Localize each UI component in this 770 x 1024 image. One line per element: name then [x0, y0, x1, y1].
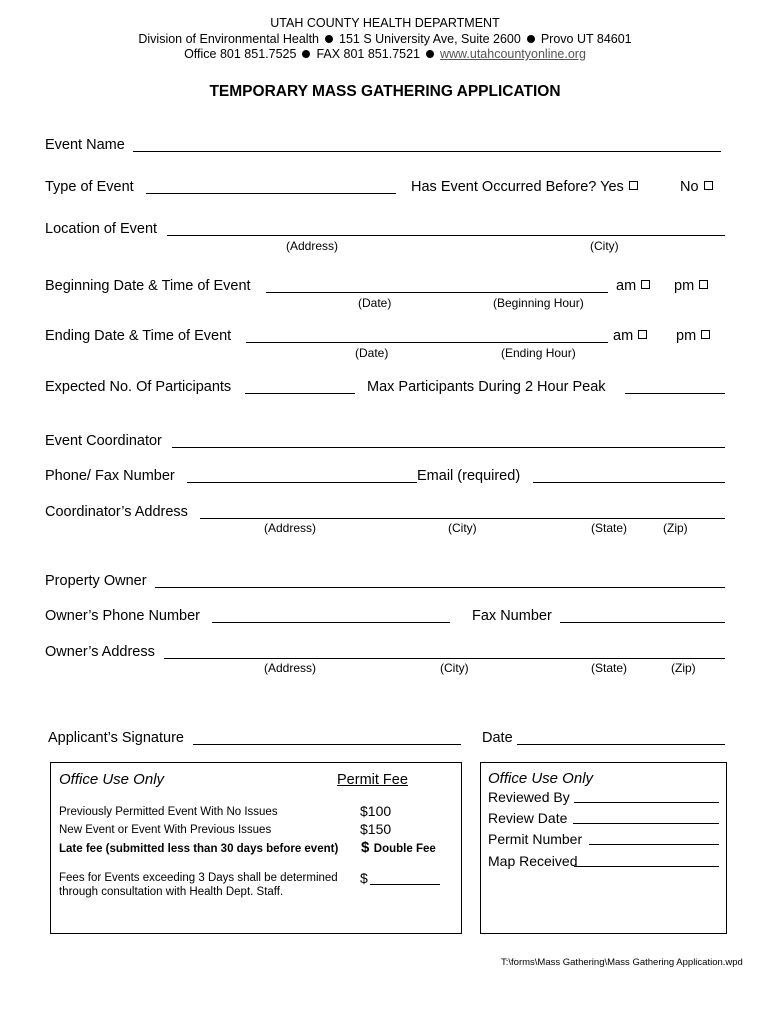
beginning-date-sub: (Date) [358, 296, 392, 310]
fee-row-2-value: $150 [360, 821, 392, 837]
email-label: Email (required) [417, 468, 521, 484]
location-city-sub: (City) [590, 239, 619, 253]
no-label: No [680, 179, 699, 195]
email-field[interactable] [533, 482, 725, 483]
signature-field[interactable] [193, 744, 461, 745]
form-title: TEMPORARY MASS GATHERING APPLICATION [209, 83, 561, 100]
review-date-field[interactable] [573, 823, 719, 824]
no-checkbox[interactable] [704, 181, 713, 190]
reviewed-by-label: Reviewed By [488, 789, 570, 805]
expected-participants-field[interactable] [245, 393, 355, 394]
owner-address-field[interactable] [164, 658, 725, 659]
coord-city-sub: (City) [448, 521, 477, 535]
footer-file-path: T:\forms\Mass Gathering\Mass Gathering Application.wpd [501, 957, 743, 968]
owner-phone-label: Owner’s Phone Number [45, 608, 201, 624]
fee-note-line-2: through consultation with Health Dept. Staff. [59, 886, 284, 898]
office-use-review-panel [480, 762, 727, 934]
coordinator-address-label: Coordinator’s Address [45, 504, 188, 520]
fee-note-line-1: Fees for Events exceeding 3 Days shall be determined [59, 872, 338, 884]
street-address: 151 S University Ave, Suite 2600 [339, 32, 521, 46]
beginning-label: Beginning Date & Time of Event [45, 278, 251, 294]
ending-am-option [613, 328, 647, 344]
bullet-icon [302, 50, 310, 58]
coord-state-sub: (State) [591, 521, 628, 535]
owner-state-sub: (State) [591, 661, 628, 675]
am-label: am [613, 328, 634, 344]
beginning-hour-sub: (Beginning Hour) [493, 296, 584, 310]
type-of-event-field[interactable] [146, 193, 396, 194]
owner-zip-sub: (Zip) [671, 661, 696, 675]
yes-label: Yes [600, 179, 624, 195]
beginning-am-option [616, 278, 650, 294]
phone-fax-label: Phone/ Fax Number [45, 468, 175, 484]
ending-pm-option [676, 328, 710, 344]
website-link[interactable]: www.utahcountyonline.org [440, 47, 586, 61]
expected-participants-label: Expected No. Of Participants [45, 379, 232, 395]
custom-fee-dollar: $ [360, 870, 368, 886]
bullet-icon [426, 50, 434, 58]
city-address: Provo UT 84601 [540, 32, 632, 46]
map-received-field[interactable] [574, 866, 719, 867]
max-participants-label: Max Participants During 2 Hour Peak [367, 379, 606, 395]
ending-hour-sub: (Ending Hour) [501, 346, 576, 360]
office-use-left-title: Office Use Only [59, 771, 165, 788]
date-field[interactable] [517, 744, 725, 745]
max-participants-field[interactable] [625, 393, 725, 394]
owner-fax-field[interactable] [560, 622, 725, 623]
fee-row-3-label: Late fee (submitted less than 30 days before event) [59, 843, 339, 855]
department-name: UTAH COUNTY HEALTH DEPARTMENT [270, 16, 500, 30]
property-owner-field[interactable] [155, 587, 725, 588]
permit-number-label: Permit Number [488, 831, 583, 847]
fee-row-1-label: Previously Permitted Event With No Issues [59, 806, 278, 818]
property-owner-label: Property Owner [45, 573, 147, 589]
yes-checkbox[interactable] [629, 181, 638, 190]
event-name-label: Event Name [45, 137, 125, 153]
location-field[interactable] [167, 235, 725, 236]
owner-phone-field[interactable] [212, 622, 450, 623]
fee-row-3-value [361, 839, 436, 857]
header-address-line [0, 32, 770, 47]
review-date-label: Review Date [488, 810, 568, 826]
owner-address-sub: (Address) [264, 661, 317, 675]
pm-label: pm [676, 328, 697, 344]
pm-checkbox[interactable] [699, 280, 708, 289]
location-address-sub: (Address) [286, 239, 339, 253]
am-label: am [616, 278, 637, 294]
permit-number-field[interactable] [589, 844, 719, 845]
signature-label: Applicant’s Signature [48, 730, 184, 746]
occurred-before-text: Has Event Occurred Before? [411, 179, 597, 195]
owner-fax-label: Fax Number [472, 608, 552, 624]
bullet-icon [325, 35, 333, 43]
owner-city-sub: (City) [440, 661, 469, 675]
map-received-label: Map Received [488, 853, 578, 869]
fax-phone: FAX 801 851.7521 [316, 47, 420, 61]
ending-date-sub: (Date) [355, 346, 389, 360]
am-checkbox[interactable] [638, 330, 647, 339]
beginning-pm-option [674, 278, 708, 294]
fee-row-2-label: New Event or Event With Previous Issues [59, 824, 272, 836]
bullet-icon [527, 35, 535, 43]
header-department [0, 16, 770, 31]
header-contact-line [0, 47, 770, 62]
pm-label: pm [674, 278, 695, 294]
location-label: Location of Event [45, 221, 158, 237]
no-option [680, 179, 713, 195]
office-use-right-title: Office Use Only [488, 770, 594, 787]
coordinator-label: Event Coordinator [45, 433, 162, 449]
custom-fee-field[interactable] [370, 884, 440, 885]
coord-address-sub: (Address) [264, 521, 317, 535]
division-name: Division of Environmental Health [138, 32, 319, 46]
am-checkbox[interactable] [641, 280, 650, 289]
type-of-event-label: Type of Event [45, 179, 134, 195]
coordinator-field[interactable] [172, 447, 725, 448]
event-name-field[interactable] [133, 151, 721, 152]
coord-zip-sub: (Zip) [663, 521, 688, 535]
dollar-sign: $ [361, 839, 370, 856]
owner-address-label: Owner’s Address [45, 644, 155, 660]
fee-row-1-value: $100 [360, 803, 392, 819]
office-phone: Office 801 851.7525 [184, 47, 297, 61]
date-label: Date [482, 730, 513, 746]
occurred-before-label [411, 179, 638, 195]
reviewed-by-field[interactable] [574, 802, 719, 803]
double-fee-text: Double Fee [373, 843, 436, 855]
coordinator-address-field[interactable] [200, 518, 725, 519]
pm-checkbox[interactable] [701, 330, 710, 339]
permit-fee-heading: Permit Fee [337, 772, 408, 788]
phone-fax-field[interactable] [187, 482, 417, 483]
ending-field[interactable] [246, 342, 608, 343]
ending-label: Ending Date & Time of Event [45, 328, 232, 344]
beginning-field[interactable] [266, 292, 608, 293]
